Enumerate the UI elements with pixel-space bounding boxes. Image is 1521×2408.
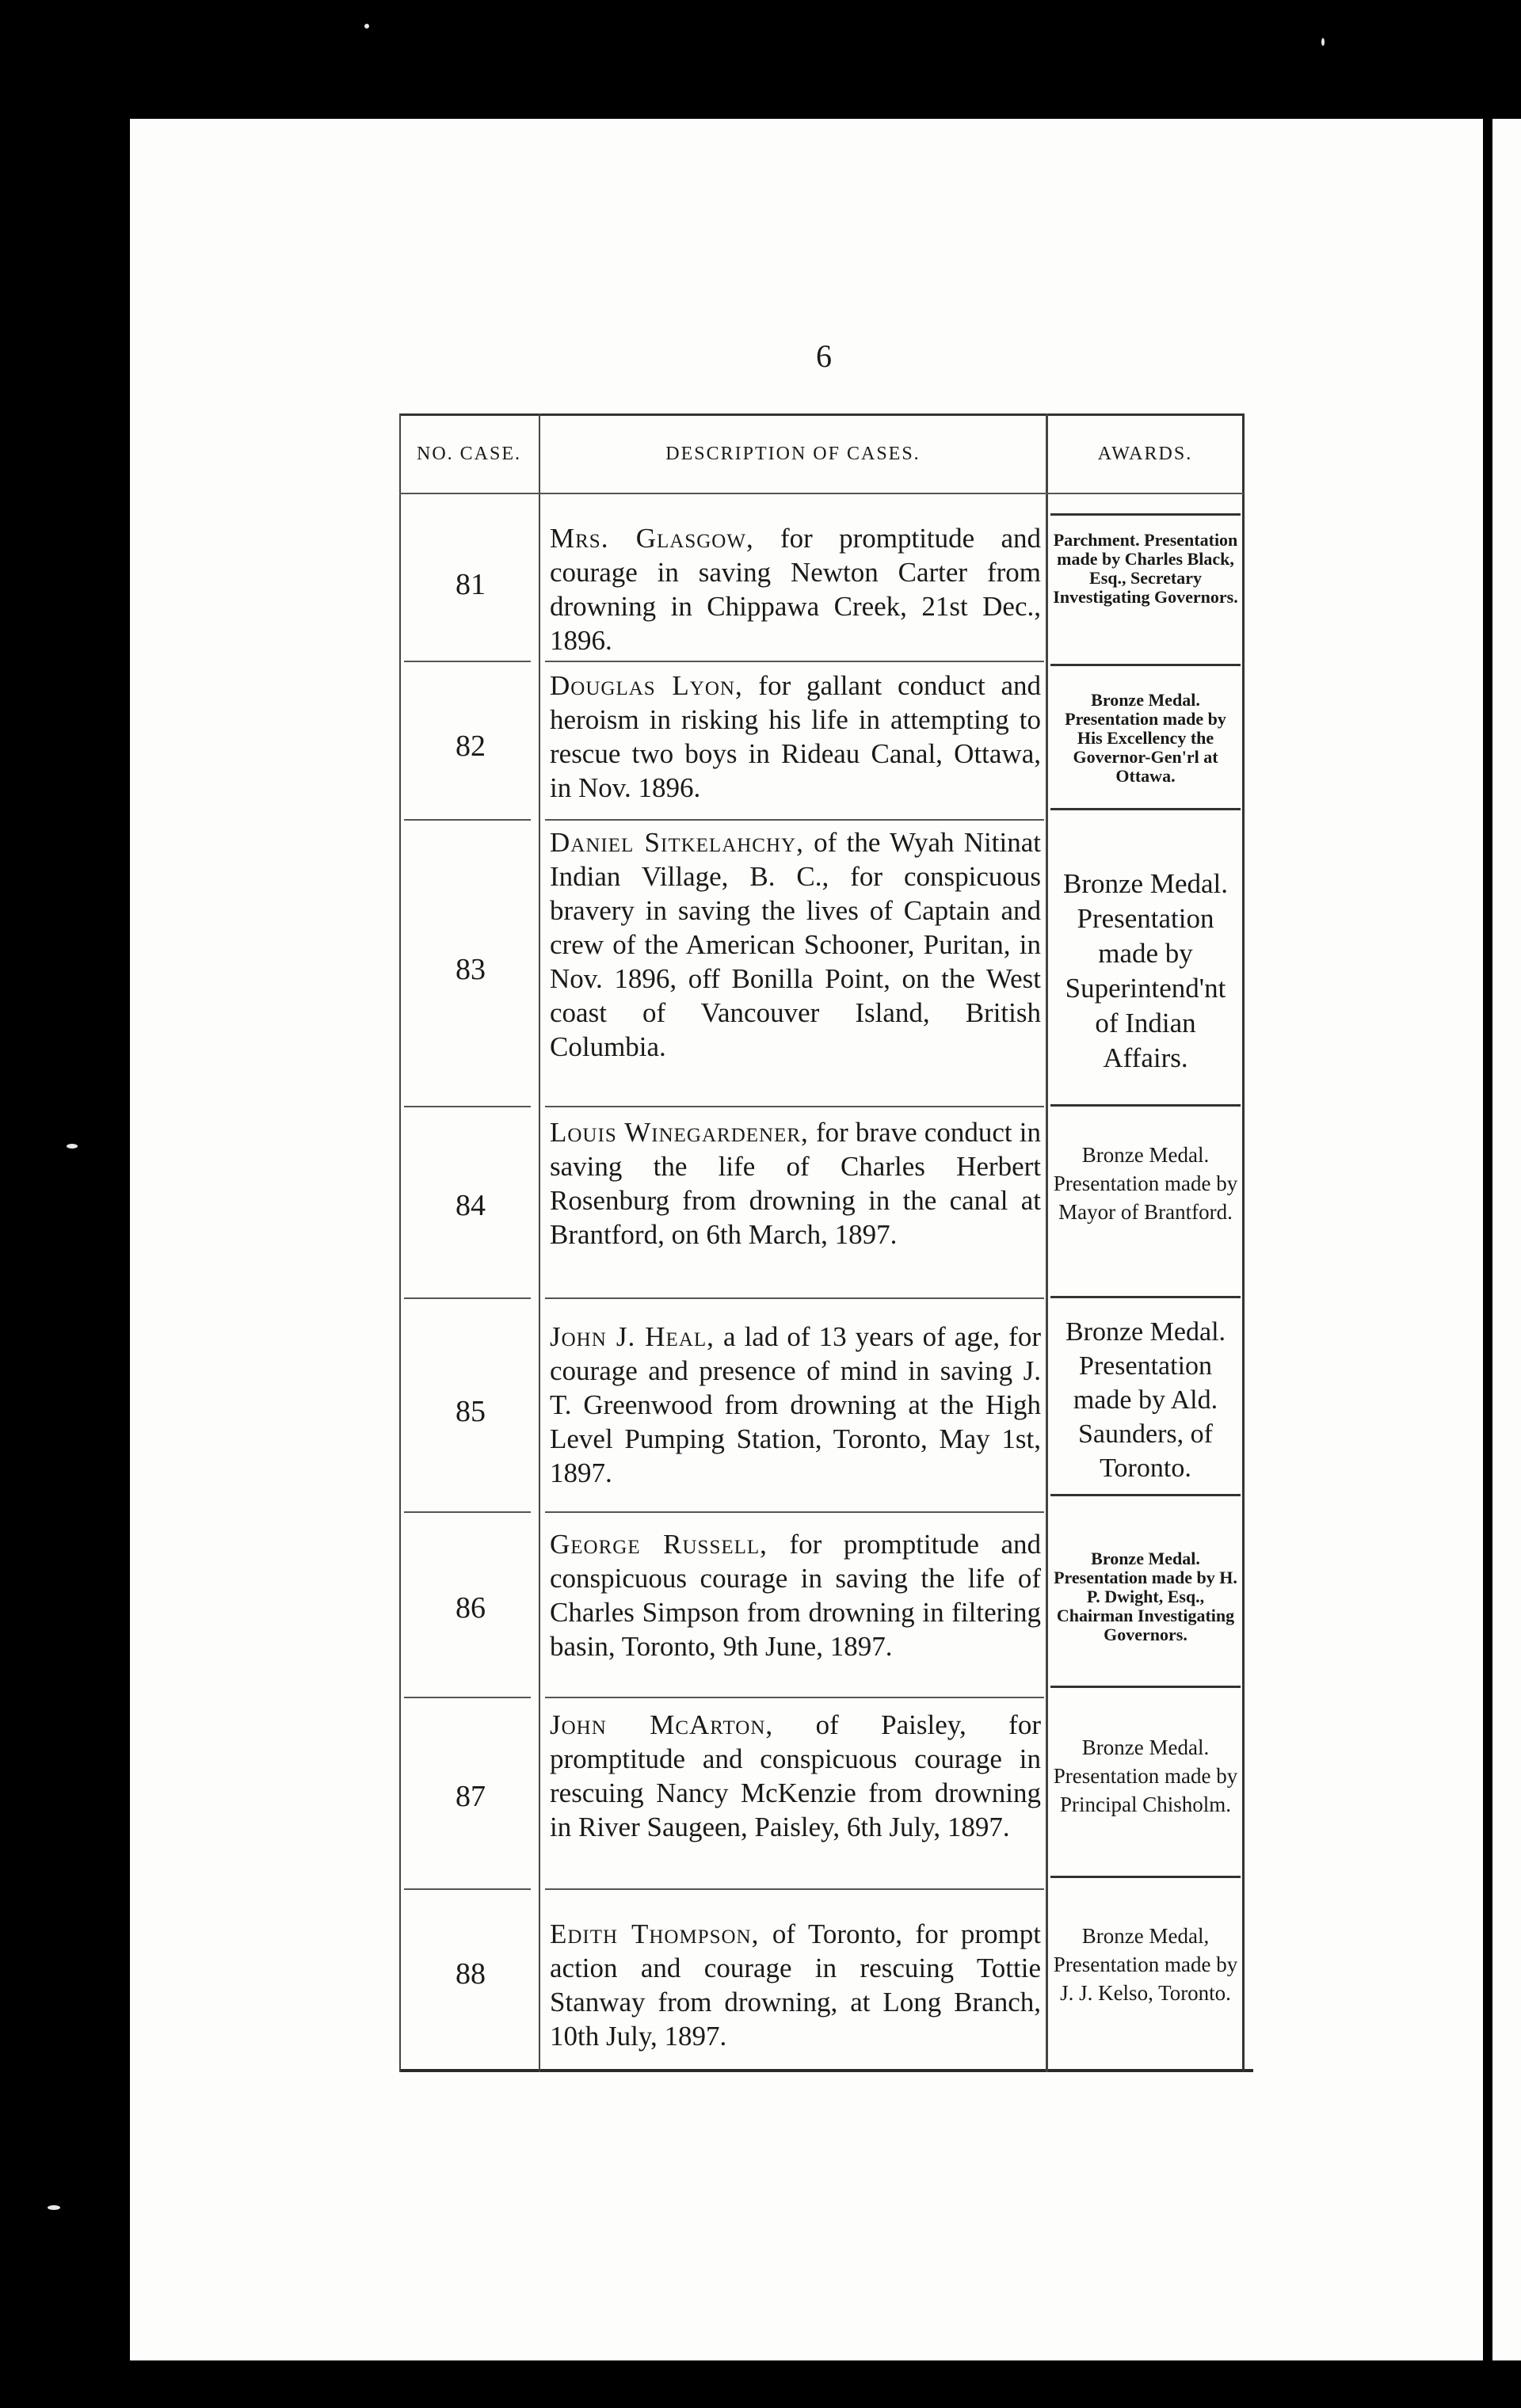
case-number: 88 bbox=[456, 1957, 486, 1991]
award-text: Bronze Medal. Presentation made by Mayor of Brantford. bbox=[1053, 1143, 1238, 1224]
case-text: of Toronto, for prompt action and courage in rescuing Tottie Stanway from drowning, at Long Branch, 10th July, 1897. bbox=[550, 1918, 1041, 2052]
case-text: for promptitude and conspicuous courage in saving the life of Charles Simpson from drowning in filtering basin, Toronto, 9th June, 1897. bbox=[550, 1529, 1041, 1662]
row-separator bbox=[404, 1888, 531, 1890]
case-text: for brave conduct in saving the life of Charles Herbert Rosenburg from drowning in the canal at Brantford, on 6th March, 1897. bbox=[550, 1117, 1041, 1250]
person-name: Daniel Sitkelahchy, bbox=[550, 827, 804, 858]
row-separator bbox=[545, 1106, 1044, 1107]
table-row bbox=[399, 494, 1244, 664]
award-rule bbox=[1050, 1104, 1241, 1107]
case-number: 86 bbox=[456, 1591, 486, 1625]
person-name: John J. Heal, bbox=[550, 1321, 715, 1352]
case-text: of Paisley, for promptitude and conspicuous courage in rescuing Nancy McKenzie from drowning in River Saugeen, Paisley, 6th July, 1897. bbox=[550, 1709, 1041, 1842]
case-description bbox=[550, 1115, 1041, 1252]
row-separator bbox=[404, 1106, 531, 1107]
row-separator bbox=[404, 661, 531, 662]
adjacent-page-edge bbox=[1492, 119, 1521, 2360]
table-row bbox=[399, 825, 1244, 1111]
table-row bbox=[399, 664, 1244, 825]
award-text: Bronze Medal. Presentation made by H. P. Dwight, Esq., Chairman Investigating Governors. bbox=[1054, 1549, 1237, 1644]
award-text: Parchment. Presentation made by Charles Black, Esq., Secretary Investigating Governors. bbox=[1053, 530, 1238, 607]
award-text: Bronze Medal. Presentation made by His Excellency the Governor-Gen'rl at Ottawa. bbox=[1065, 690, 1226, 786]
award-text: Bronze Medal, Presentation made by J. J. Kelso, Toronto. bbox=[1053, 1924, 1238, 2005]
case-description bbox=[550, 1527, 1041, 1663]
award-rule bbox=[1050, 808, 1241, 810]
header-no-case: NO. CASE. bbox=[416, 444, 521, 464]
award-rule bbox=[1050, 1494, 1241, 1496]
case-description bbox=[550, 825, 1041, 1064]
header-awards: AWARDS. bbox=[1097, 444, 1193, 464]
table-bottom-border bbox=[399, 2069, 1253, 2072]
table-row bbox=[399, 1892, 1244, 2069]
case-text: of the Wyah Nitinat Indian Village, B. C., for conspicuous bravery in saving the lives of Captain and crew of the American Schooner, Puritan, in Nov. 1896, off Bonilla Point, on the West coast of Vancouver Island, British Columbia. bbox=[550, 827, 1041, 1062]
case-number: 84 bbox=[456, 1189, 486, 1222]
scan-speck bbox=[67, 1144, 78, 1149]
case-text: for gallant conduct and heroism in risking his life in attempting to rescue two boys in Rideau Canal, Ottawa, in Nov. 1896. bbox=[550, 670, 1041, 803]
row-separator bbox=[404, 819, 531, 821]
case-description bbox=[550, 1917, 1041, 2053]
table-row bbox=[399, 1698, 1244, 1892]
scan-speck bbox=[364, 24, 369, 29]
row-separator bbox=[545, 1888, 1044, 1890]
person-name: Louis Winegardener, bbox=[550, 1117, 809, 1148]
scan-speck bbox=[1321, 38, 1325, 46]
person-name: John McArton, bbox=[550, 1709, 774, 1740]
person-name: Douglas Lyon, bbox=[550, 670, 743, 701]
case-number: 87 bbox=[456, 1780, 486, 1813]
person-name: George Russell, bbox=[550, 1529, 768, 1560]
case-description bbox=[550, 521, 1041, 657]
case-text: for promptitude and courage in saving Newton Carter from drowning in Chippawa Creek, 21st Dec., 1896. bbox=[550, 523, 1041, 656]
case-description bbox=[550, 1320, 1041, 1490]
award-text: Bronze Medal. Presentation made by Principal Chisholm. bbox=[1053, 1736, 1238, 1816]
header-description: DESCRIPTION OF CASES. bbox=[665, 444, 921, 464]
award-rule bbox=[1050, 1686, 1241, 1688]
award-rule bbox=[1050, 1876, 1241, 1878]
award-text: Bronze Medal. Presentation made by Superintend'nt of Indian Affairs. bbox=[1063, 868, 1228, 1073]
table-row bbox=[399, 1513, 1244, 1698]
award-rule bbox=[1050, 664, 1241, 666]
scan-speck bbox=[48, 2205, 60, 2210]
case-number: 83 bbox=[456, 953, 486, 986]
awards-table bbox=[399, 413, 1244, 2072]
page-number: 6 bbox=[816, 338, 832, 374]
person-name: Mrs. Glasgow, bbox=[550, 523, 754, 554]
case-number: 85 bbox=[456, 1395, 486, 1428]
table-row bbox=[399, 1297, 1244, 1513]
case-number: 81 bbox=[456, 568, 486, 601]
table-top-border bbox=[399, 413, 1244, 416]
row-separator bbox=[545, 661, 1044, 662]
case-text: a lad of 13 years of age, for courage and presence of mind in saving J. T. Greenwood from drowning at the High Level Pumping Station, Toronto, May 1st, 1897. bbox=[550, 1321, 1041, 1488]
award-text: Bronze Medal. Presentation made by Ald. Saunders, of Toronto. bbox=[1065, 1317, 1226, 1483]
person-name: Edith Thompson, bbox=[550, 1918, 760, 1949]
table-row bbox=[399, 1111, 1244, 1297]
case-description bbox=[550, 669, 1041, 805]
case-number: 82 bbox=[456, 730, 486, 763]
row-separator bbox=[545, 819, 1044, 821]
award-rule bbox=[1050, 513, 1241, 516]
case-description bbox=[550, 1708, 1041, 1844]
